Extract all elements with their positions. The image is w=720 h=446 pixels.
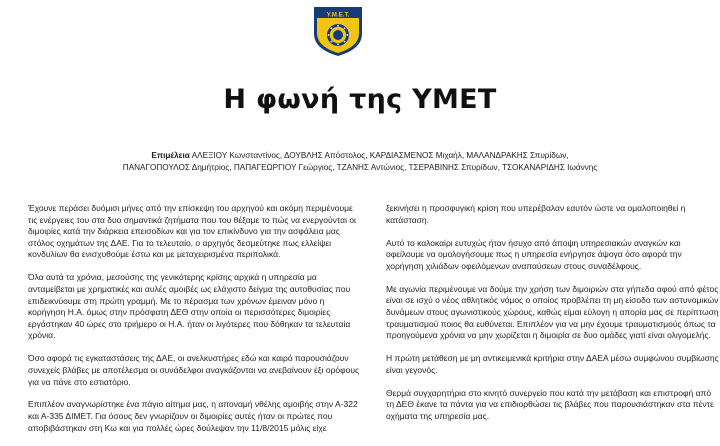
editors-label: Επιμέλεια [151,151,190,160]
paragraph: Αυτό το καλοκαίρι ευτυχώς ήταν ήσυχο από άποψη υπηρεσιακών αναγκών και οφείλουμε να ομολογήσουμε πως η υπηρεσία ενήργησε άψογα όσο αφορά την χορήγηση χιλιάδων οφειλόμενων αναπαύσεων στους συναδέλφους. [386,237,682,271]
editors-line-1 [80,150,640,162]
right-column [386,203,719,434]
paragraph: Η πρώτη μετάθεση με μη αντικειμενικά κριτήρια στην ΔΑΕΑ μέσω συμφώνου συμβίωσης είναι γεγονός. [386,353,719,375]
paragraph: Έχουνε περάσει δυόμισι μήνες από την επίσκεψη του αρχηγού και ακόμη περιμένουμε τις ενέργειες του στα δυο σημαντικά ζητήματα που του θέξαμε το πώς να ενεργούνται οι διμοιρίες κατά την διάρκεια επεισοδίων και για τον επικίνδυνο για την ασφάλεια μας στόλος οχημάτων της ΔΑΕ. Για το τελευταίο, ο αρχηγός δεσμεύτηκε πως ελλείψει κονδυλίων θα ενισχυθούμε έστω και με μεταχειρισμένα περιπολικά. [28,203,356,260]
paragraph: Όσο αφορά τις εγκαταστάσεις της ΔΑΕ, οι ανελκυστήρες εδώ και καιρό παρουσιάζουν συνεχείς βλάβες με αποτέλεσμα οι συνάδελφοι αναγκάζονται να ανεβαίνουν έξι ορόφους για να πάνε στο εστιατόριο. [28,353,360,387]
left-column [28,203,361,446]
editors-line-2: ΠΑΝΑΓΟΠΟΥΛΟΣ Δημήτριος, ΠΑΠΑΓΕΩΡΓΙΟΥ Γεώργιος, ΤΖΑΝΗΣ Αντώνιος, ΤΣΕΡΑΒΙΝΗΣ Σπυρίδων, ΤΣΟΚΑΝΑΡΙΔΗΣ Ιωάννης [122,163,598,172]
paragraph: Επιπλέον αναγνωρίστηκε ένα πάγιο αίτημα μας, η αποναμή νθέλης αμοιβής στην Α-322 και Α-335 ΔΙΜΕΤ. Για όσους δεν γνωρίζουν οι διμοιρίες αυτές ήταν οι πρώτες που αποβιβάστηκαν στη Κω και για πολλές ώρες δούλεψαν την 11/8/2015 μόλις είχε [28,399,358,433]
paragraph: Με αγωνία περιμένουμε να δούμε την χρήση των διμοιριών στα γήπεδα αφού από φέτος είναι σε ισχύ ο νέος αθλητικός νόμος ο οποίος προβλέπει τη μη είσοδο των αστυνομικών δυνάμεων στους αγωνιστικούς χώρους, καθώς είμαι εύλογη η απορία μας σε περίπτωση τραυματισμού ποιος θα ευθύνεται. Επιπλέον για να μην έχουμε τραυματισμούς όπως τα προηγούμενα χρόνια να μην χωρίζεται η διμοιρία σε δυο ομάδες γιατί είναι ολιγομελής. [386,283,719,341]
editors-names-1: ΑΛΕΞΙΟΥ Κωνσταντίνος, ΔΟΥΒΛΗΣ Απόστολος, ΚΑΡΔΙΑΣΜΕΝΟΣ Μιχαήλ, ΜΑΛΑΝΔΡΑΚΗΣ Σπυρίδων, [191,151,569,160]
paragraph: ξεκινήσει η προσφυγική κρίση που υπερέβαλαν εαυτόν ώστε να ομαλοποιηθεί η κατάσταση. [386,203,686,225]
ymet-emblem-icon [311,4,365,58]
logo-text: Υ.Μ.Ε.Τ. [326,11,350,19]
ymet-logo [311,4,365,58]
paragraph: Όλα αυτά τα χρόνια, μεσούσης της γενικότερης κρίσης αρχικά η υπηρεσία μα ανταμείβεται με χρηματικές και αυλές αμοιβές ως ελάχιστο δείγμα της αυτοθυσίας που επιδεικνύουμε στη πρώτη γραμμή. Με το πέρασμα των χρόνων έμειναν μόνο η κορήγηση Η.Α. όμως στην πρόσφατη ΔΕΘ στην οποία οι περισσότερες διμοιρίες εργάστηκαν 40 ώρες στο τριήμερο οι Η.Α. ήταν οι λιγότερες που δόθηκαν τα τελευταία χρόνια. [28,272,351,341]
paragraph: Θερμά συγχαρητήρια στο κινητό συνεργείο που κατά την μετάβαση και επιστροφή από τη ΔΕΘ έκανε τα πάντα για να επιδιορθώσει τις βλάβες που παρουσιάστηκαν στα πέντε οχήματα της υπηρεσία μας. [386,387,714,421]
editors-credit [80,150,640,174]
headline: Η φωνή της ΥΜΕΤ [223,84,497,115]
